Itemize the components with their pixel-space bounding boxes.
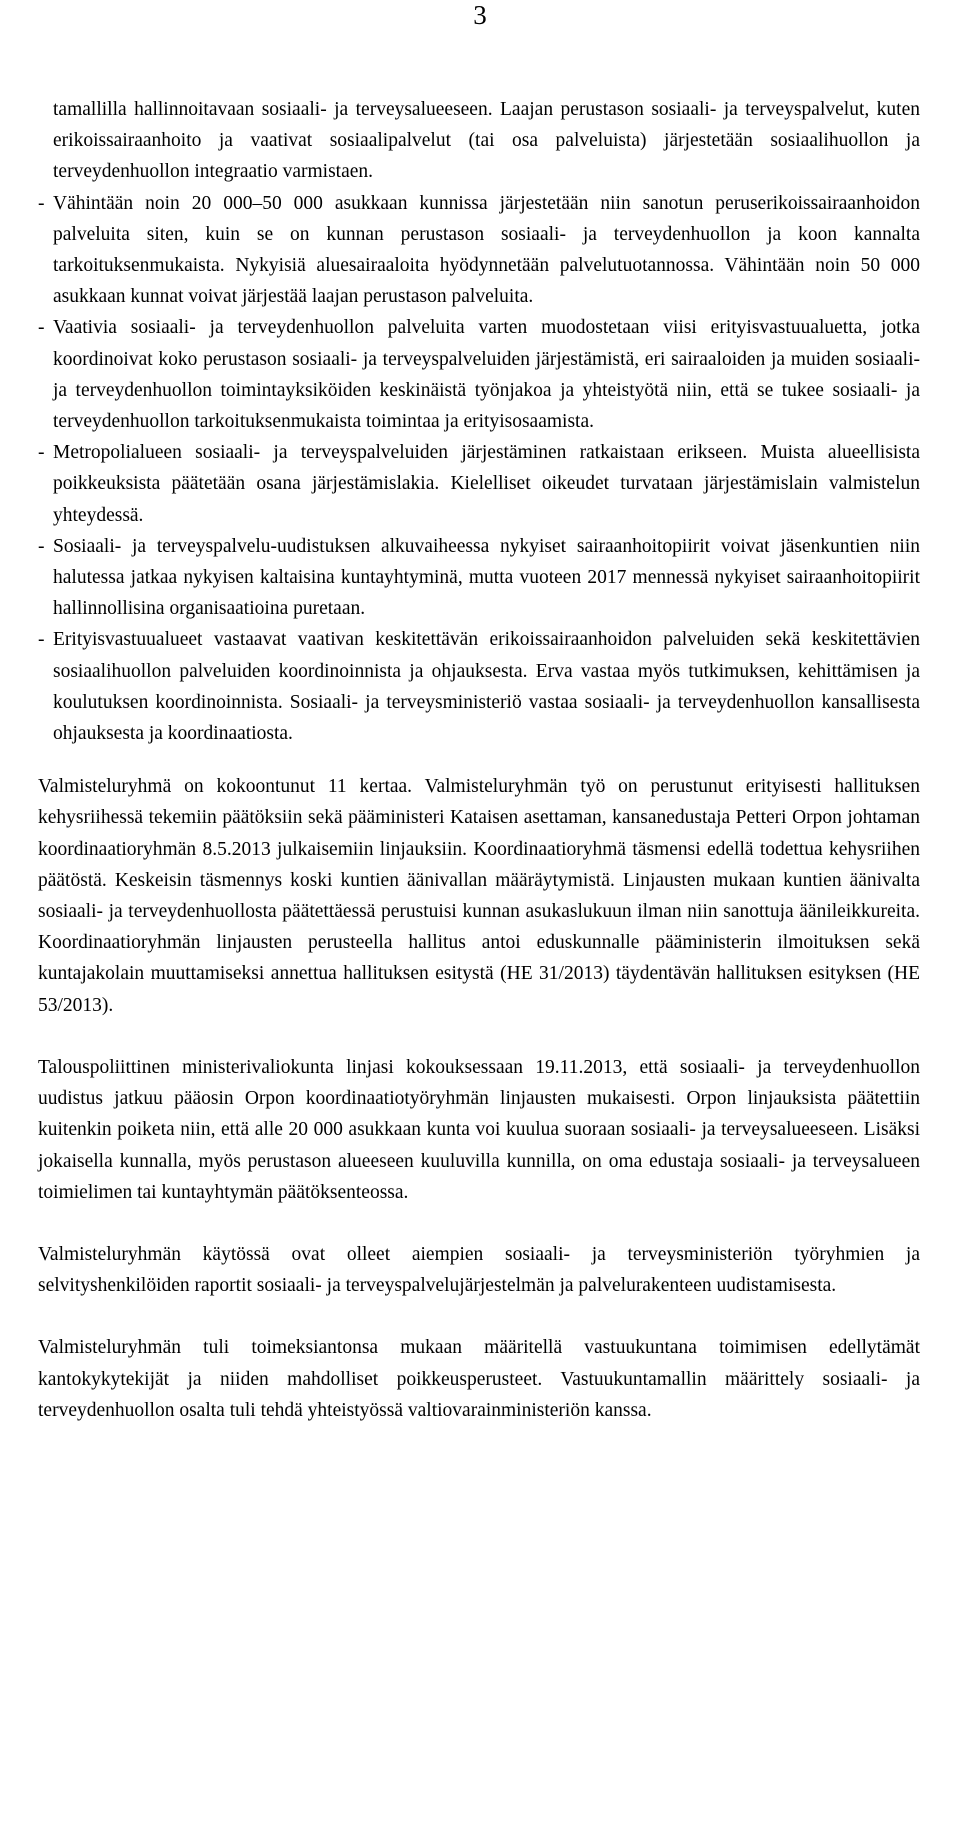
- bullet-item: - Erityisvastuualueet vastaavat vaativan keskitettävän erikoissairaanhoidon palveluiden sekä keskitettävien sosiaalihuollon palveluiden koordinoinnista ja ohjauksesta. Erva vastaa myös tutkimuksen, kehittämisen ja koulutuksen koordinoinnista. Sosiaali- ja terveysministeriö vastaa sosiaali- ja terveydenhuollon kansallisesta ohjauksesta ja koordinaatiosta.: [38, 624, 920, 749]
- bullet-item: - Vähintään noin 20 000–50 000 asukkaan kunnissa järjestetään niin sanotun peruserikoissairaanhoidon palveluita siten, kuin se on kunnan perustason sosiaali- ja terveydenhuollon ja koon kannalta tarkoituksenmukaista. Nykyisiä aluesairaaloita hyödynnetään palvelutuotannossa. Vähintään noin 50 000 asukkaan kunnat voivat järjestää laajan perustason palveluita.: [38, 188, 920, 313]
- body-paragraph: Valmisteluryhmän käytössä ovat olleet aiempien sosiaali- ja terveysministeriön työryhmien ja selvityshenkilöiden raportit sosiaali- ja terveyspalvelujärjestelmän ja palvelurakenteen uudistamisesta.: [38, 1243, 920, 1297]
- intro-paragraph: tamallilla hallinnoitavaan sosiaali- ja terveysalueeseen. Laajan perustason sosiaali- ja terveyspalvelut, kuten erikoissairaanhoito ja vaativat sosiaalipalvelut (tai osa palveluista) järjestetään sosiaalihuollon ja terveydenhuollon integraatio varmistaen.: [53, 99, 920, 183]
- page-number: 3: [473, 0, 487, 30]
- body-paragraph: Talouspoliittinen ministerivaliokunta linjasi kokouksessaan 19.11.2013, että sosiaali- ja terveydenhuollon uudistus jatkuu pääosin Orpon koordinaatiotyöryhmän linjausten mukaisesti. Orpon linjauksista päätettiin kuitenkin poiketa niin, että alle 20 000 asukkaan kunta voi kuulua suoraan sosiaali- ja terveysalueeseen. Lisäksi jokaisella kunnalla, myös perustason alueeseen kuuluvilla kunnilla, on oma edustaja sosiaali- ja terveysalueen toimielimen tai kuntayhtymän päätöksenteossa.: [38, 1056, 920, 1203]
- bullet-item: - Sosiaali- ja terveyspalvelu-uudistuksen alkuvaiheessa nykyiset sairaanhoitopiirit voivat jäsenkuntien niin halutessa jatkaa nykyisen kaltaisina kuntayhtyminä, mutta vuoteen 2017 mennessä nykyiset sairaanhoitopiirit hallinnollisina organisaatioina puretaan.: [38, 531, 920, 625]
- bullet-list: [38, 188, 920, 750]
- body-paragraph: Valmisteluryhmä on kokoontunut 11 kertaa. Valmisteluryhmän työ on perustunut erityisesti hallituksen kehysriihessä tekemiin päätöksiin sekä pääministeri Kataisen asettaman, kansanedustaja Petteri Orpon johtaman koordinaatioryhmän 8.5.2013 julkaisemiin linjauksiin. Koordinaatioryhmä täsmensi edellä todettua kehysriihen päätöstä. Keskeisin täsmennys koski kuntien äänivallan määräytymistä. Linjausten mukaan kuntien äänivalta sosiaali- ja terveydenhuollosta päätettäessä perustuisi kunnan asukaslukuun ilman niin sanottuja äänileikkureita. Koordinaatioryhmän linjausten perusteella hallitus antoi eduskunnalle pääministerin ilmoituksen sekä kuntajakolain muuttamiseksi annettua hallituksen esitystä (HE 31/2013) täydentävän hallituksen esityksen (HE 53/2013).: [38, 776, 920, 1016]
- bullet-item: - Metropolialueen sosiaali- ja terveyspalveluiden järjestäminen ratkaistaan erikseen. Muista alueellisista poikkeuksista päätetään osana järjestämislakia. Kielelliset oikeudet turvataan järjestämislain valmistelun yhteydessä.: [38, 437, 920, 531]
- bullet-item: - Vaativia sosiaali- ja terveydenhuollon palveluita varten muodostetaan viisi erityisvastuualuetta, jotka koordinoivat koko perustason sosiaali- ja terveyspalveluiden järjestämistä, eri sairaaloiden ja muiden sosiaali- ja terveydenhuollon toimintayksiköiden keskinäistä työnjakoa ja yhteistyötä niin, että se tukee sosiaali- ja terveydenhuollon tarkoituksenmukaista toimintaa ja erityisosaamista.: [38, 312, 920, 437]
- body-paragraph: Valmisteluryhmän tuli toimeksiantonsa mukaan määritellä vastuukuntana toimimisen edellytämät kantokykytekijät ja niiden mahdolliset poikkeusperusteet. Vastuukuntamallin määrittely sosiaali- ja terveydenhuollon osalta tuli tehdä yhteistyössä valtiovarainministeriön kanssa.: [38, 1337, 920, 1421]
- document-body: [38, 94, 920, 1426]
